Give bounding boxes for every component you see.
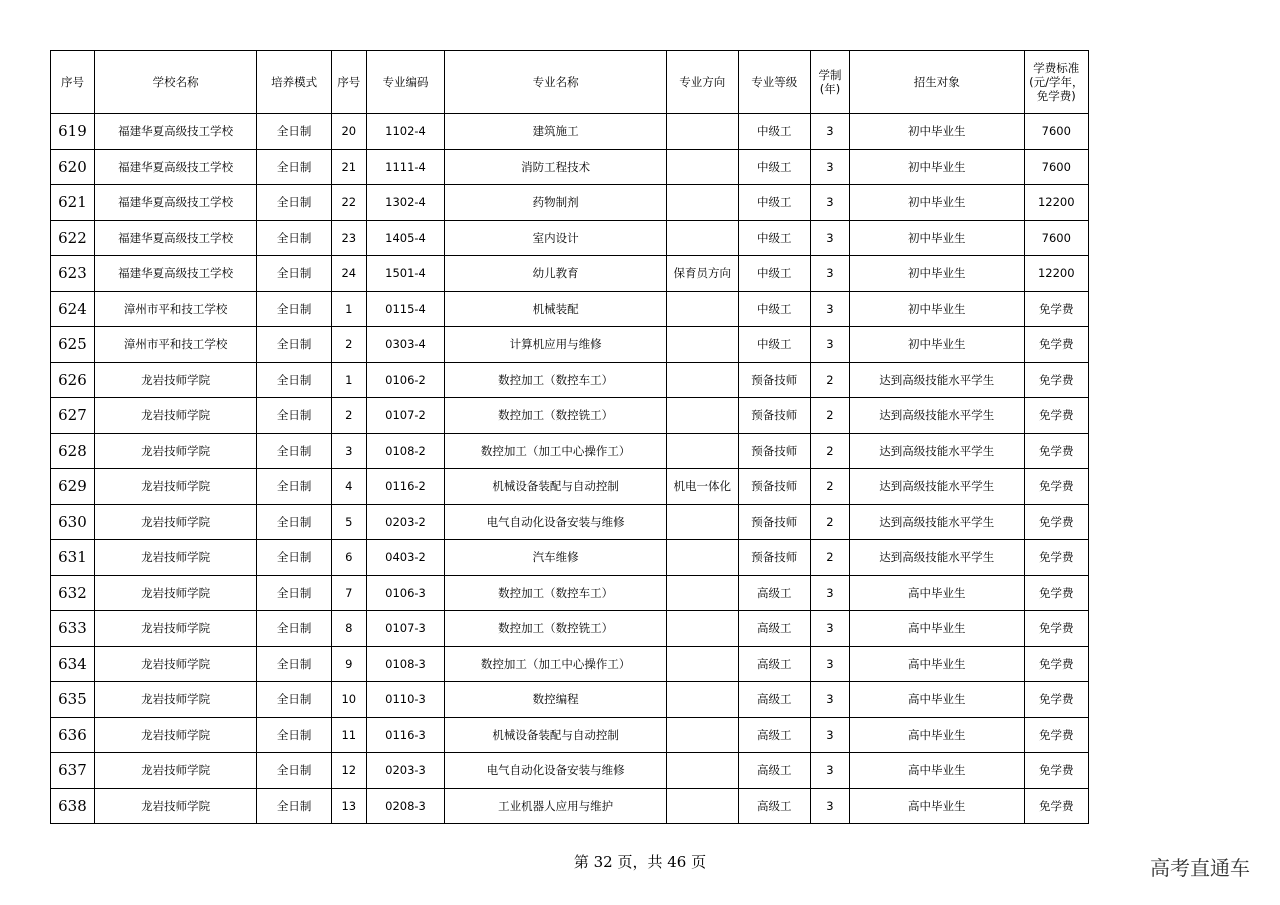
cell-tuition: 免学费: [1024, 540, 1088, 576]
header-duration: 学制(年): [811, 51, 850, 114]
cell-index: 638: [51, 788, 95, 824]
cell-training-mode: 全日制: [257, 291, 332, 327]
cell-major-direction: [667, 185, 739, 221]
cell-duration: 3: [811, 291, 850, 327]
cell-duration: 3: [811, 646, 850, 682]
cell-target-students: 达到高级技能水平学生: [849, 433, 1024, 469]
cell-index: 636: [51, 717, 95, 753]
cell-major-code: 0107-3: [366, 611, 445, 647]
cell-sub-index: 6: [331, 540, 366, 576]
cell-duration: 3: [811, 256, 850, 292]
cell-major-name: 机械设备装配与自动控制: [445, 469, 667, 505]
cell-major-direction: 保育员方向: [667, 256, 739, 292]
cell-target-students: 达到高级技能水平学生: [849, 504, 1024, 540]
cell-training-mode: 全日制: [257, 220, 332, 256]
cell-index: 635: [51, 682, 95, 718]
table-body: [51, 114, 1089, 824]
cell-major-level: 高级工: [738, 611, 811, 647]
cell-major-code: 0108-2: [366, 433, 445, 469]
cell-major-level: 中级工: [738, 185, 811, 221]
cell-target-students: 达到高级技能水平学生: [849, 398, 1024, 434]
cell-training-mode: 全日制: [257, 788, 332, 824]
cell-index: 625: [51, 327, 95, 363]
header-major-direction: 专业方向: [667, 51, 739, 114]
cell-training-mode: 全日制: [257, 185, 332, 221]
cell-major-name: 数控加工（数控车工）: [445, 575, 667, 611]
cell-major-code: 0110-3: [366, 682, 445, 718]
enrollment-table: [50, 50, 1089, 824]
cell-major-level: 中级工: [738, 256, 811, 292]
header-training-mode: 培养模式: [257, 51, 332, 114]
cell-training-mode: 全日制: [257, 398, 332, 434]
cell-duration: 3: [811, 717, 850, 753]
cell-sub-index: 2: [331, 398, 366, 434]
header-index: 序号: [51, 51, 95, 114]
cell-major-direction: [667, 682, 739, 718]
cell-major-code: 1102-4: [366, 114, 445, 150]
cell-target-students: 初中毕业生: [849, 114, 1024, 150]
cell-duration: 3: [811, 611, 850, 647]
cell-major-direction: [667, 611, 739, 647]
cell-school-name: 福建华夏高级技工学校: [94, 185, 256, 221]
table-row: [51, 788, 1089, 824]
cell-training-mode: 全日制: [257, 114, 332, 150]
cell-index: 633: [51, 611, 95, 647]
cell-training-mode: 全日制: [257, 753, 332, 789]
cell-tuition: 免学费: [1024, 717, 1088, 753]
table-row: [51, 433, 1089, 469]
cell-major-level: 中级工: [738, 291, 811, 327]
table-row: [51, 717, 1089, 753]
cell-tuition: 7600: [1024, 220, 1088, 256]
table-row: [51, 220, 1089, 256]
cell-sub-index: 10: [331, 682, 366, 718]
cell-target-students: 高中毕业生: [849, 611, 1024, 647]
cell-duration: 3: [811, 753, 850, 789]
cell-major-direction: [667, 433, 739, 469]
cell-tuition: 免学费: [1024, 504, 1088, 540]
cell-target-students: 达到高级技能水平学生: [849, 362, 1024, 398]
table-row: [51, 149, 1089, 185]
cell-school-name: 福建华夏高级技工学校: [94, 114, 256, 150]
cell-target-students: 初中毕业生: [849, 185, 1024, 221]
cell-major-name: 计算机应用与维修: [445, 327, 667, 363]
cell-index: 632: [51, 575, 95, 611]
table-header-row: [51, 51, 1089, 114]
cell-training-mode: 全日制: [257, 149, 332, 185]
cell-tuition: 免学费: [1024, 362, 1088, 398]
cell-duration: 3: [811, 149, 850, 185]
cell-major-level: 预备技师: [738, 504, 811, 540]
cell-major-code: 0116-2: [366, 469, 445, 505]
cell-sub-index: 24: [331, 256, 366, 292]
cell-training-mode: 全日制: [257, 433, 332, 469]
cell-major-code: 0203-2: [366, 504, 445, 540]
cell-duration: 2: [811, 362, 850, 398]
cell-major-direction: [667, 362, 739, 398]
cell-duration: 3: [811, 575, 850, 611]
cell-major-code: 0108-3: [366, 646, 445, 682]
cell-major-name: 电气自动化设备安装与维修: [445, 504, 667, 540]
cell-school-name: 龙岩技师学院: [94, 433, 256, 469]
cell-index: 628: [51, 433, 95, 469]
cell-major-code: 0106-3: [366, 575, 445, 611]
cell-duration: 3: [811, 327, 850, 363]
cell-index: 637: [51, 753, 95, 789]
cell-school-name: 漳州市平和技工学校: [94, 327, 256, 363]
table-row: [51, 611, 1089, 647]
table-row: [51, 540, 1089, 576]
cell-index: 631: [51, 540, 95, 576]
cell-duration: 2: [811, 398, 850, 434]
table-row: [51, 753, 1089, 789]
cell-major-code: 1302-4: [366, 185, 445, 221]
cell-major-direction: [667, 717, 739, 753]
cell-training-mode: 全日制: [257, 540, 332, 576]
cell-school-name: 龙岩技师学院: [94, 611, 256, 647]
cell-school-name: 福建华夏高级技工学校: [94, 256, 256, 292]
cell-school-name: 福建华夏高级技工学校: [94, 220, 256, 256]
cell-sub-index: 5: [331, 504, 366, 540]
cell-training-mode: 全日制: [257, 575, 332, 611]
cell-major-level: 高级工: [738, 788, 811, 824]
cell-major-name: 机械设备装配与自动控制: [445, 717, 667, 753]
cell-major-direction: [667, 753, 739, 789]
cell-major-name: 消防工程技术: [445, 149, 667, 185]
cell-sub-index: 22: [331, 185, 366, 221]
cell-major-name: 建筑施工: [445, 114, 667, 150]
cell-major-name: 数控加工（数控车工）: [445, 362, 667, 398]
cell-major-name: 工业机器人应用与维护: [445, 788, 667, 824]
cell-major-direction: [667, 291, 739, 327]
cell-school-name: 龙岩技师学院: [94, 646, 256, 682]
table-row: [51, 291, 1089, 327]
cell-index: 634: [51, 646, 95, 682]
cell-major-name: 数控加工（数控铣工）: [445, 398, 667, 434]
cell-school-name: 龙岩技师学院: [94, 362, 256, 398]
cell-sub-index: 21: [331, 149, 366, 185]
cell-sub-index: 7: [331, 575, 366, 611]
cell-index: 620: [51, 149, 95, 185]
cell-major-name: 数控加工（加工中心操作工）: [445, 646, 667, 682]
header-major-code: 专业编码: [366, 51, 445, 114]
cell-major-level: 预备技师: [738, 469, 811, 505]
cell-major-name: 室内设计: [445, 220, 667, 256]
cell-school-name: 漳州市平和技工学校: [94, 291, 256, 327]
cell-tuition: 免学费: [1024, 682, 1088, 718]
cell-index: 627: [51, 398, 95, 434]
cell-major-level: 预备技师: [738, 540, 811, 576]
cell-major-direction: [667, 149, 739, 185]
cell-training-mode: 全日制: [257, 682, 332, 718]
cell-sub-index: 11: [331, 717, 366, 753]
cell-major-code: 0208-3: [366, 788, 445, 824]
cell-major-direction: [667, 575, 739, 611]
cell-index: 619: [51, 114, 95, 150]
cell-sub-index: 4: [331, 469, 366, 505]
cell-major-code: 1111-4: [366, 149, 445, 185]
header-major-level: 专业等级: [738, 51, 811, 114]
cell-tuition: 免学费: [1024, 646, 1088, 682]
cell-tuition: 免学费: [1024, 327, 1088, 363]
header-tuition: 学费标准(元/学年，免学费): [1024, 51, 1088, 114]
cell-training-mode: 全日制: [257, 469, 332, 505]
cell-major-direction: [667, 788, 739, 824]
cell-major-name: 数控加工（加工中心操作工）: [445, 433, 667, 469]
cell-tuition: 免学费: [1024, 788, 1088, 824]
cell-target-students: 初中毕业生: [849, 291, 1024, 327]
header-target-students: 招生对象: [849, 51, 1024, 114]
cell-major-direction: [667, 327, 739, 363]
cell-school-name: 龙岩技师学院: [94, 504, 256, 540]
cell-major-name: 幼儿教育: [445, 256, 667, 292]
cell-tuition: 免学费: [1024, 469, 1088, 505]
cell-sub-index: 13: [331, 788, 366, 824]
cell-target-students: 达到高级技能水平学生: [849, 540, 1024, 576]
cell-major-code: 0303-4: [366, 327, 445, 363]
cell-major-direction: [667, 398, 739, 434]
cell-training-mode: 全日制: [257, 504, 332, 540]
cell-major-level: 中级工: [738, 114, 811, 150]
cell-target-students: 高中毕业生: [849, 788, 1024, 824]
cell-training-mode: 全日制: [257, 717, 332, 753]
cell-tuition: 7600: [1024, 149, 1088, 185]
cell-major-level: 预备技师: [738, 362, 811, 398]
watermark-text: 高考直通车: [1150, 856, 1250, 880]
cell-tuition: 12200: [1024, 185, 1088, 221]
cell-index: 629: [51, 469, 95, 505]
cell-major-direction: [667, 646, 739, 682]
cell-major-level: 中级工: [738, 220, 811, 256]
cell-school-name: 福建华夏高级技工学校: [94, 149, 256, 185]
cell-school-name: 龙岩技师学院: [94, 788, 256, 824]
cell-school-name: 龙岩技师学院: [94, 398, 256, 434]
cell-target-students: 初中毕业生: [849, 327, 1024, 363]
cell-index: 621: [51, 185, 95, 221]
page-number: 第 32 页，共 46 页: [573, 853, 707, 871]
cell-major-direction: [667, 540, 739, 576]
cell-duration: 2: [811, 540, 850, 576]
header-school-name: 学校名称: [94, 51, 256, 114]
cell-major-level: 预备技师: [738, 433, 811, 469]
cell-training-mode: 全日制: [257, 256, 332, 292]
cell-target-students: 初中毕业生: [849, 149, 1024, 185]
cell-major-level: 高级工: [738, 575, 811, 611]
cell-major-code: 0106-2: [366, 362, 445, 398]
cell-tuition: 免学费: [1024, 753, 1088, 789]
cell-school-name: 龙岩技师学院: [94, 575, 256, 611]
cell-duration: 3: [811, 220, 850, 256]
cell-major-level: 高级工: [738, 717, 811, 753]
table-row: [51, 362, 1089, 398]
cell-school-name: 龙岩技师学院: [94, 540, 256, 576]
cell-major-direction: [667, 114, 739, 150]
cell-target-students: 高中毕业生: [849, 753, 1024, 789]
cell-tuition: 免学费: [1024, 433, 1088, 469]
cell-tuition: 免学费: [1024, 611, 1088, 647]
cell-school-name: 龙岩技师学院: [94, 682, 256, 718]
cell-sub-index: 3: [331, 433, 366, 469]
cell-major-code: 0116-3: [366, 717, 445, 753]
table-row: [51, 469, 1089, 505]
cell-school-name: 龙岩技师学院: [94, 753, 256, 789]
cell-target-students: 达到高级技能水平学生: [849, 469, 1024, 505]
header-major-name: 专业名称: [445, 51, 667, 114]
cell-index: 622: [51, 220, 95, 256]
cell-index: 626: [51, 362, 95, 398]
cell-major-name: 电气自动化设备安装与维修: [445, 753, 667, 789]
cell-index: 630: [51, 504, 95, 540]
cell-tuition: 免学费: [1024, 291, 1088, 327]
cell-major-code: 0203-3: [366, 753, 445, 789]
table-row: [51, 327, 1089, 363]
table-row: [51, 398, 1089, 434]
cell-duration: 3: [811, 788, 850, 824]
cell-major-name: 数控编程: [445, 682, 667, 718]
cell-sub-index: 1: [331, 362, 366, 398]
cell-training-mode: 全日制: [257, 327, 332, 363]
cell-major-level: 高级工: [738, 682, 811, 718]
cell-school-name: 龙岩技师学院: [94, 469, 256, 505]
cell-duration: 3: [811, 185, 850, 221]
cell-school-name: 龙岩技师学院: [94, 717, 256, 753]
cell-major-name: 数控加工（数控铣工）: [445, 611, 667, 647]
table-row: [51, 185, 1089, 221]
cell-major-level: 预备技师: [738, 398, 811, 434]
header-sub-index: 序号: [331, 51, 366, 114]
cell-target-students: 高中毕业生: [849, 575, 1024, 611]
table-row: [51, 575, 1089, 611]
cell-major-level: 中级工: [738, 149, 811, 185]
cell-tuition: 7600: [1024, 114, 1088, 150]
cell-target-students: 高中毕业生: [849, 717, 1024, 753]
cell-major-name: 机械装配: [445, 291, 667, 327]
cell-duration: 2: [811, 469, 850, 505]
cell-training-mode: 全日制: [257, 646, 332, 682]
cell-sub-index: 9: [331, 646, 366, 682]
cell-major-level: 高级工: [738, 753, 811, 789]
cell-major-code: 0403-2: [366, 540, 445, 576]
cell-duration: 2: [811, 504, 850, 540]
cell-tuition: 免学费: [1024, 575, 1088, 611]
cell-target-students: 高中毕业生: [849, 646, 1024, 682]
cell-sub-index: 12: [331, 753, 366, 789]
cell-major-direction: [667, 220, 739, 256]
table-row: [51, 646, 1089, 682]
table-row: [51, 504, 1089, 540]
cell-major-code: 0107-2: [366, 398, 445, 434]
cell-major-direction: 机电一体化: [667, 469, 739, 505]
table-row: [51, 114, 1089, 150]
cell-sub-index: 20: [331, 114, 366, 150]
cell-sub-index: 2: [331, 327, 366, 363]
cell-duration: 3: [811, 114, 850, 150]
table-row: [51, 256, 1089, 292]
cell-major-code: 1501-4: [366, 256, 445, 292]
table-row: [51, 682, 1089, 718]
cell-major-direction: [667, 504, 739, 540]
cell-major-code: 1405-4: [366, 220, 445, 256]
cell-sub-index: 8: [331, 611, 366, 647]
cell-major-code: 0115-4: [366, 291, 445, 327]
cell-training-mode: 全日制: [257, 611, 332, 647]
cell-major-name: 汽车维修: [445, 540, 667, 576]
cell-sub-index: 1: [331, 291, 366, 327]
cell-tuition: 12200: [1024, 256, 1088, 292]
cell-sub-index: 23: [331, 220, 366, 256]
cell-tuition: 免学费: [1024, 398, 1088, 434]
cell-major-name: 药物制剂: [445, 185, 667, 221]
cell-duration: 2: [811, 433, 850, 469]
cell-duration: 3: [811, 682, 850, 718]
cell-target-students: 初中毕业生: [849, 220, 1024, 256]
cell-index: 623: [51, 256, 95, 292]
cell-training-mode: 全日制: [257, 362, 332, 398]
cell-major-level: 中级工: [738, 327, 811, 363]
cell-major-level: 高级工: [738, 646, 811, 682]
cell-target-students: 高中毕业生: [849, 682, 1024, 718]
cell-target-students: 初中毕业生: [849, 256, 1024, 292]
cell-index: 624: [51, 291, 95, 327]
